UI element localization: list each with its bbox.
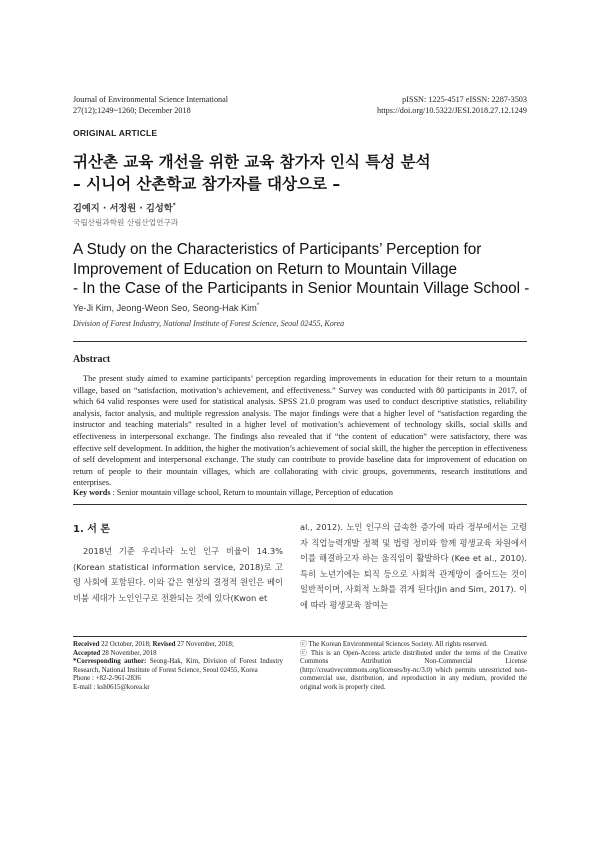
keywords [73,488,527,497]
journal-name: Journal of Environmental Science International [73,95,229,104]
footnote-received-revised [73,641,283,650]
journal-volume: 27(12);1249~1260; December 2018 [73,105,191,115]
footnote-accepted [73,650,283,659]
korean-affiliation: 국립산림과학원 산림산업연구과 [73,218,179,227]
section-right-column: al., 2012). 노인 인구의 급속한 증가에 따라 정부에서는 고령자 직업능력개발 정책 및 법령 정비와 함께 평생교육 차원에서 이를 해결하고자 하는 움직임이 활발하다 (Kee et al., 2010). 특히 노년기에는 퇴직 등으로 사회적 관계망이 줄어드는 것이 일반적이며, 사회적 노화를 겪게 된다(Jin and Sim, 2017). 이에 따라 평생교육 참여는 [300,522,527,610]
email[interactable]: E-mail : ksh0615@korea.kr [73,683,150,691]
english-author-names: Ye-Ji Kim, Jeong-Weon Seo, Seong-Hak Kim [73,303,257,314]
corresponding-label: *Corresponding author: [73,658,147,666]
journal-header [73,95,333,116]
korean-title-line2: – 시니어 산촌학교 참가자를 대상으로 – [73,175,341,193]
abstract-body: The present study aimed to examine participants’ perception regarding improvements in education for their return to a mountain village, based on “satisfaction, motivation’s achievement, and effectiveness.” Survey was conducted with 80 participants in 2017, of which 64 valid responses were used for statistical analysis. SPSS 21.0 program was used to conduct descriptive statistics, reliability analysis, factor analysis, and multiple regression analysis. The major findings were that a higher level of “satisfaction regarding the instructor and teaching materials” resulted in a higher level of motivation’s achievement of technology skills, social skills and effectiveness in interpersonal exchange. The findings also revealed that if “the content of education” were satisfactory, there was effective self development. In addition, the higher the motivation’s achievement of social skill, the higher the perception in effectiveness of self development and interpersonal exchange. The study can contribute to provide baseline data for improvement of education on return of people to their mountain villages, which are collaborating with civic groups, governments, research institutions and enterprises. [73,374,527,488]
korean-title-line1: 귀산촌 교육 개선을 위한 교육 참가자 인식 특성 분석 [73,153,431,171]
phone: Phone : +82-2-961-2836 [73,675,141,683]
english-title-line2: Improvement of Education on Return to Mountain Village [73,260,458,278]
license-notice: ⓒ This is an Open-Access article distributed under the terms of the Creative Commons Attribution Non-Commercial License (http://creativecommons.org/licenses/by-nc/3.0) which permits unrestricted non-commercial use, distribution, and reproduction in any medium, provided the original work is properly cited. [300,649,527,691]
divider-footnote [73,636,527,637]
footnote-license [300,641,527,693]
issn: pISSN: 1225-4517 eISSN: 2287-3503 [402,95,527,104]
english-title-line3: - In the Case of the Participants in Senior Mountain Village School - [73,280,530,297]
accepted-label: Accepted [73,649,101,657]
english-title [73,240,533,299]
received-date: 22 October, 2018; [99,641,153,648]
section-heading: 1. 서 론 [73,524,111,535]
doi-link[interactable]: https://doi.org/10.5322/JESI.2018.27.12.1249 [377,105,527,115]
copyright-notice: ⓒ The Korean Environmental Sciences Society. All rights reserved. [300,641,488,648]
accepted-date: 28 November, 2018 [100,649,157,657]
korean-title [73,151,533,195]
keywords-label: Key words [73,488,111,497]
corresponding-text: Seong-Hak, Kim, Division of Forest Industry Research, National Institute of Forest Science, Seoul 02455, Korea [73,658,283,674]
english-affiliation: Division of Forest Industry, National Institute of Forest Science, Seoul 02455, Korea [73,319,345,328]
english-authors [73,303,259,313]
korean-author-names: 김예지 · 서정원 · 김성학 [73,203,173,214]
english-title-line1: A Study on the Characteristics of Participants’ Perception for [73,241,482,258]
issn-header [300,95,527,116]
revised-date: 27 November, 2018; [175,641,234,648]
keywords-list: : Senior mountain village school, Return to mountain village, Perception of education [110,488,393,497]
received-label: Received [73,641,100,648]
corresponding-author [73,658,283,675]
footnote-dates [73,641,283,693]
abstract-heading: Abstract [73,354,111,365]
divider-abstract [73,504,527,505]
corresponding-mark: * [172,201,176,209]
revised-label: Revised [152,641,176,648]
korean-authors [73,200,176,214]
section-left-column: 2018년 기준 우리나라 노인 인구 비율이 14.3% (Korean statistical information service, 2018)로 고령 사회에 포함된다. 이와 같은 현상의 결정적 원인은 베이비붐 세대가 노인인구로 전환되는 것에 있다(Kwon et [73,546,283,603]
article-type: ORIGINAL ARTICLE [73,128,158,138]
english-corresponding-mark: * [256,303,260,309]
divider-top [73,341,527,342]
